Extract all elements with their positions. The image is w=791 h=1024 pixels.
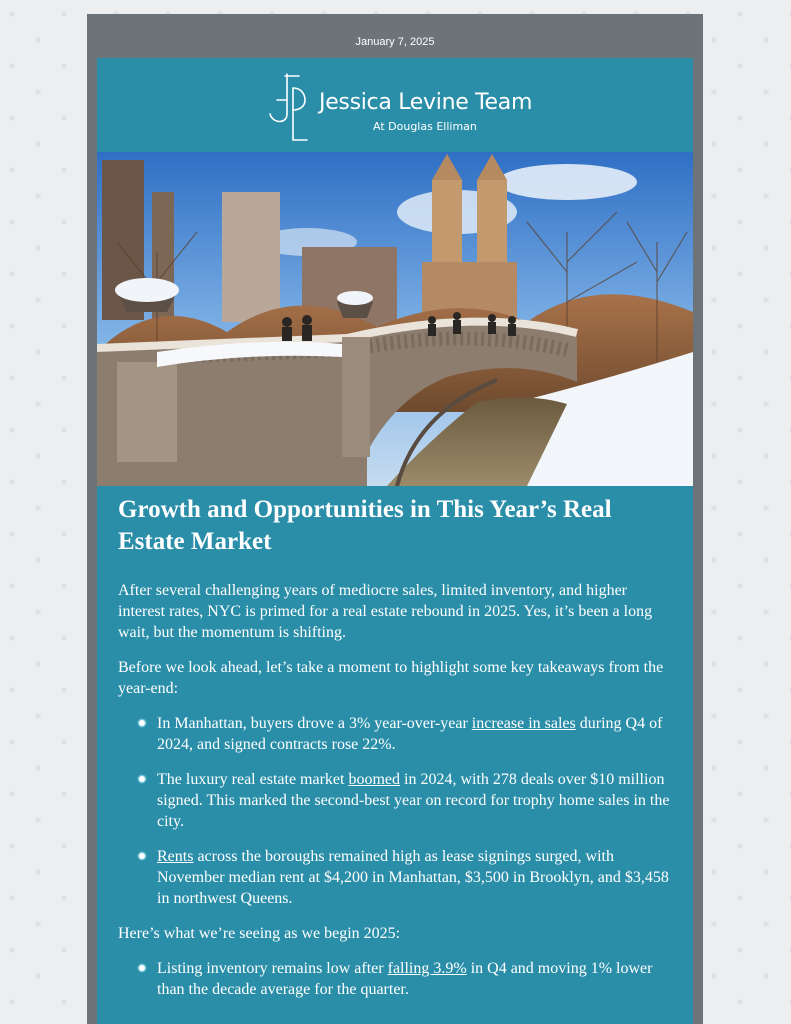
outlook-list: [118, 958, 674, 1000]
list-item: Listing inventory remains low after falling 3.9% in Q4 and moving 1% lower than the decade average for the quarter.: [157, 958, 674, 1000]
logo-title: Jessica Levine Team: [319, 90, 533, 115]
list-item: In Manhattan, buyers drove a 3% year-over-year increase in sales during Q4 of 2024, and signed contracts rose 22%.: [157, 713, 674, 755]
takeaways-lead-in: Before we look ahead, let’s take a moment to highlight some key takeaways from the year-end:: [118, 659, 664, 697]
logo-subtitle: At Douglas Elliman: [373, 120, 477, 133]
jl-monogram-icon: [265, 70, 313, 144]
email-date: January 7, 2025: [355, 36, 435, 48]
intro-paragraph: After several challenging years of mediocre sales, limited inventory, and higher interest rates, NYC is primed for a real estate rebound in 2025. Yes, it’s been a long wait, but the momentum is shifting.: [118, 582, 653, 641]
falling-link[interactable]: falling 3.9%: [387, 960, 467, 977]
rents-link[interactable]: Rents: [157, 848, 194, 865]
outlook-lead-in: Here’s what we’re seeing as we begin 2025:: [118, 925, 401, 942]
newsletter-card: [97, 58, 693, 1024]
boomed-link[interactable]: boomed: [348, 771, 401, 788]
list-item: The luxury real estate market boomed in 2024, with 278 deals over $10 million signed. This marked the second-best year on record for trophy home sales in the city.: [157, 769, 674, 832]
email-frame: [87, 14, 703, 1024]
article-body: [118, 494, 674, 1014]
takeaways-list: [118, 713, 674, 909]
team-logo[interactable]: [265, 70, 535, 144]
article-headline: Growth and Opportunities in This Year’s Real Estate Market: [118, 496, 612, 555]
hero-image: [97, 152, 693, 486]
increase-in-sales-link[interactable]: increase in sales: [471, 715, 576, 732]
list-item: Rents across the boroughs remained high as lease signings surged, with November median rent at $4,200 in Manhattan, $3,500 in Brooklyn, and $3,458 in northwest Queens.: [157, 846, 674, 909]
